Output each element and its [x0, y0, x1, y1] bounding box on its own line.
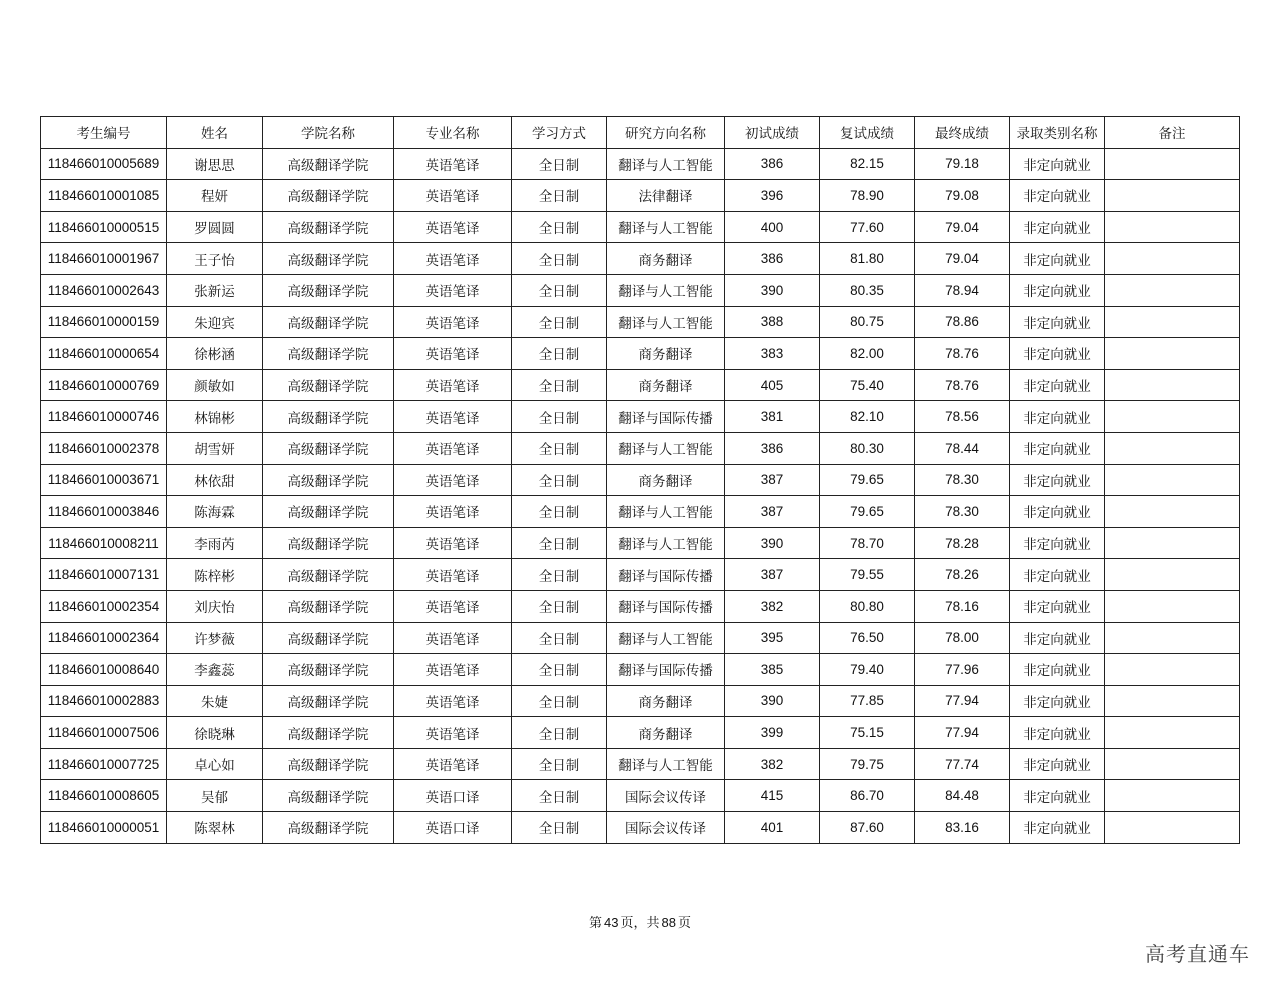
cell-retest-score: 79.75: [820, 748, 915, 780]
cell-name: 陈海霖: [167, 496, 263, 528]
cell-remarks: [1105, 464, 1240, 496]
cell-remarks: [1105, 717, 1240, 749]
cell-name: 吴郁: [167, 780, 263, 812]
current-page-number: 43: [604, 915, 619, 930]
table-row: [41, 622, 1240, 654]
cell-admission-category: 非定向就业: [1010, 622, 1105, 654]
cell-candidate-id: 118466010002378: [41, 432, 167, 464]
cell-name: 颜敏如: [167, 369, 263, 401]
cell-remarks: [1105, 180, 1240, 212]
cell-college: 高级翻译学院: [263, 432, 394, 464]
cell-remarks: [1105, 274, 1240, 306]
cell-study-mode: 全日制: [512, 685, 607, 717]
cell-name: 程妍: [167, 180, 263, 212]
cell-initial-score: 390: [725, 685, 820, 717]
cell-initial-score: 385: [725, 654, 820, 686]
cell-final-score: 79.18: [915, 148, 1010, 180]
table-row: [41, 432, 1240, 464]
cell-research-direction: 翻译与人工智能: [607, 274, 725, 306]
cell-research-direction: 商务翻译: [607, 464, 725, 496]
cell-research-direction: 国际会议传译: [607, 812, 725, 844]
cell-major: 英语笔译: [394, 401, 512, 433]
cell-retest-score: 79.65: [820, 496, 915, 528]
cell-research-direction: 商务翻译: [607, 243, 725, 275]
column-header-admission-category: 录取类别名称: [1010, 117, 1105, 149]
cell-major: 英语笔译: [394, 654, 512, 686]
cell-final-score: 78.00: [915, 622, 1010, 654]
cell-major: 英语笔译: [394, 527, 512, 559]
cell-retest-score: 86.70: [820, 780, 915, 812]
admission-table: [40, 116, 1240, 844]
cell-research-direction: 翻译与国际传播: [607, 654, 725, 686]
column-header-candidate-id: 考生编号: [41, 117, 167, 149]
cell-college: 高级翻译学院: [263, 717, 394, 749]
cell-study-mode: 全日制: [512, 590, 607, 622]
cell-initial-score: 381: [725, 401, 820, 433]
cell-candidate-id: 118466010007131: [41, 559, 167, 591]
column-header-study-mode: 学习方式: [512, 117, 607, 149]
table-row: [41, 748, 1240, 780]
cell-study-mode: 全日制: [512, 812, 607, 844]
cell-remarks: [1105, 748, 1240, 780]
cell-name: 徐彬涵: [167, 338, 263, 370]
cell-name: 张新运: [167, 274, 263, 306]
cell-research-direction: 翻译与国际传播: [607, 401, 725, 433]
cell-admission-category: 非定向就业: [1010, 243, 1105, 275]
cell-study-mode: 全日制: [512, 432, 607, 464]
cell-study-mode: 全日制: [512, 780, 607, 812]
cell-initial-score: 387: [725, 464, 820, 496]
cell-name: 李雨芮: [167, 527, 263, 559]
cell-study-mode: 全日制: [512, 306, 607, 338]
cell-initial-score: 387: [725, 559, 820, 591]
cell-study-mode: 全日制: [512, 559, 607, 591]
cell-major: 英语笔译: [394, 496, 512, 528]
cell-remarks: [1105, 685, 1240, 717]
cell-study-mode: 全日制: [512, 211, 607, 243]
cell-college: 高级翻译学院: [263, 812, 394, 844]
cell-candidate-id: 118466010003671: [41, 464, 167, 496]
cell-remarks: [1105, 243, 1240, 275]
cell-retest-score: 78.70: [820, 527, 915, 559]
cell-study-mode: 全日制: [512, 527, 607, 559]
cell-final-score: 79.08: [915, 180, 1010, 212]
cell-major: 英语笔译: [394, 559, 512, 591]
cell-research-direction: 商务翻译: [607, 338, 725, 370]
table-row: [41, 812, 1240, 844]
cell-retest-score: 87.60: [820, 812, 915, 844]
cell-research-direction: 翻译与人工智能: [607, 432, 725, 464]
cell-college: 高级翻译学院: [263, 243, 394, 275]
cell-remarks: [1105, 780, 1240, 812]
cell-initial-score: 386: [725, 243, 820, 275]
cell-initial-score: 405: [725, 369, 820, 401]
cell-retest-score: 75.40: [820, 369, 915, 401]
cell-college: 高级翻译学院: [263, 559, 394, 591]
cell-candidate-id: 118466010008605: [41, 780, 167, 812]
column-header-initial-score: 初试成绩: [725, 117, 820, 149]
cell-final-score: 78.26: [915, 559, 1010, 591]
cell-candidate-id: 118466010000515: [41, 211, 167, 243]
page-footer: [0, 912, 1280, 931]
cell-initial-score: 382: [725, 590, 820, 622]
cell-college: 高级翻译学院: [263, 211, 394, 243]
cell-candidate-id: 118466010007725: [41, 748, 167, 780]
column-header-research-direction: 研究方向名称: [607, 117, 725, 149]
cell-major: 英语笔译: [394, 464, 512, 496]
cell-name: 林锦彬: [167, 401, 263, 433]
cell-research-direction: 国际会议传译: [607, 780, 725, 812]
cell-name: 胡雪妍: [167, 432, 263, 464]
cell-admission-category: 非定向就业: [1010, 211, 1105, 243]
table-row: [41, 306, 1240, 338]
cell-candidate-id: 118466010000159: [41, 306, 167, 338]
cell-retest-score: 79.55: [820, 559, 915, 591]
cell-admission-category: 非定向就业: [1010, 306, 1105, 338]
cell-initial-score: 386: [725, 432, 820, 464]
cell-research-direction: 翻译与人工智能: [607, 622, 725, 654]
cell-final-score: 78.44: [915, 432, 1010, 464]
total-pages-number: 88: [661, 915, 676, 930]
cell-college: 高级翻译学院: [263, 401, 394, 433]
cell-name: 徐晓琳: [167, 717, 263, 749]
cell-college: 高级翻译学院: [263, 369, 394, 401]
footer-middle: 页，共: [620, 916, 660, 931]
cell-final-score: 78.16: [915, 590, 1010, 622]
cell-candidate-id: 118466010008640: [41, 654, 167, 686]
cell-initial-score: 383: [725, 338, 820, 370]
cell-major: 英语笔译: [394, 306, 512, 338]
cell-name: 林依甜: [167, 464, 263, 496]
cell-study-mode: 全日制: [512, 464, 607, 496]
cell-remarks: [1105, 369, 1240, 401]
cell-initial-score: 399: [725, 717, 820, 749]
cell-research-direction: 商务翻译: [607, 369, 725, 401]
cell-admission-category: 非定向就业: [1010, 148, 1105, 180]
cell-name: 许梦薇: [167, 622, 263, 654]
cell-retest-score: 81.80: [820, 243, 915, 275]
cell-candidate-id: 118466010007506: [41, 717, 167, 749]
cell-initial-score: 400: [725, 211, 820, 243]
cell-remarks: [1105, 622, 1240, 654]
cell-admission-category: 非定向就业: [1010, 369, 1105, 401]
cell-retest-score: 79.40: [820, 654, 915, 686]
cell-major: 英语笔译: [394, 148, 512, 180]
cell-major: 英语笔译: [394, 180, 512, 212]
cell-remarks: [1105, 527, 1240, 559]
table-row: [41, 369, 1240, 401]
cell-remarks: [1105, 148, 1240, 180]
table-row: [41, 559, 1240, 591]
cell-admission-category: 非定向就业: [1010, 780, 1105, 812]
cell-name: 王子怡: [167, 243, 263, 275]
cell-major: 英语笔译: [394, 243, 512, 275]
cell-college: 高级翻译学院: [263, 180, 394, 212]
cell-retest-score: 78.90: [820, 180, 915, 212]
cell-admission-category: 非定向就业: [1010, 180, 1105, 212]
cell-admission-category: 非定向就业: [1010, 654, 1105, 686]
table-row: [41, 180, 1240, 212]
cell-study-mode: 全日制: [512, 717, 607, 749]
cell-name: 李鑫蕊: [167, 654, 263, 686]
cell-candidate-id: 118466010002643: [41, 274, 167, 306]
column-header-retest-score: 复试成绩: [820, 117, 915, 149]
cell-name: 朱婕: [167, 685, 263, 717]
cell-initial-score: 386: [725, 148, 820, 180]
watermark-text: 高考直通车: [1145, 942, 1250, 966]
cell-name: 刘庆怡: [167, 590, 263, 622]
cell-retest-score: 80.30: [820, 432, 915, 464]
footer-suffix: 页: [677, 916, 691, 931]
cell-candidate-id: 118466010002364: [41, 622, 167, 654]
table-row: [41, 148, 1240, 180]
cell-retest-score: 76.50: [820, 622, 915, 654]
cell-college: 高级翻译学院: [263, 527, 394, 559]
cell-initial-score: 390: [725, 527, 820, 559]
cell-major: 英语笔译: [394, 211, 512, 243]
cell-college: 高级翻译学院: [263, 274, 394, 306]
cell-remarks: [1105, 306, 1240, 338]
cell-study-mode: 全日制: [512, 180, 607, 212]
cell-final-score: 84.48: [915, 780, 1010, 812]
cell-study-mode: 全日制: [512, 243, 607, 275]
cell-research-direction: 翻译与人工智能: [607, 748, 725, 780]
cell-retest-score: 80.35: [820, 274, 915, 306]
cell-remarks: [1105, 590, 1240, 622]
column-header-final-score: 最终成绩: [915, 117, 1010, 149]
cell-admission-category: 非定向就业: [1010, 338, 1105, 370]
table-row: [41, 717, 1240, 749]
cell-remarks: [1105, 654, 1240, 686]
cell-name: 朱迎宾: [167, 306, 263, 338]
cell-retest-score: 82.10: [820, 401, 915, 433]
cell-college: 高级翻译学院: [263, 590, 394, 622]
cell-initial-score: 387: [725, 496, 820, 528]
cell-research-direction: 翻译与人工智能: [607, 211, 725, 243]
column-header-major: 专业名称: [394, 117, 512, 149]
cell-admission-category: 非定向就业: [1010, 748, 1105, 780]
cell-study-mode: 全日制: [512, 748, 607, 780]
cell-research-direction: 翻译与国际传播: [607, 590, 725, 622]
cell-retest-score: 79.65: [820, 464, 915, 496]
table-row: [41, 654, 1240, 686]
cell-research-direction: 翻译与人工智能: [607, 527, 725, 559]
cell-major: 英语口译: [394, 812, 512, 844]
cell-research-direction: 翻译与国际传播: [607, 559, 725, 591]
cell-remarks: [1105, 559, 1240, 591]
table-row: [41, 590, 1240, 622]
cell-study-mode: 全日制: [512, 496, 607, 528]
cell-remarks: [1105, 211, 1240, 243]
cell-final-score: 77.94: [915, 717, 1010, 749]
cell-major: 英语笔译: [394, 338, 512, 370]
cell-study-mode: 全日制: [512, 401, 607, 433]
cell-major: 英语笔译: [394, 369, 512, 401]
column-header-college: 学院名称: [263, 117, 394, 149]
table-row: [41, 401, 1240, 433]
cell-name: 谢思思: [167, 148, 263, 180]
cell-major: 英语笔译: [394, 748, 512, 780]
cell-retest-score: 77.60: [820, 211, 915, 243]
cell-admission-category: 非定向就业: [1010, 432, 1105, 464]
cell-remarks: [1105, 401, 1240, 433]
cell-candidate-id: 118466010000051: [41, 812, 167, 844]
cell-candidate-id: 118466010002883: [41, 685, 167, 717]
cell-final-score: 78.94: [915, 274, 1010, 306]
table-row: [41, 211, 1240, 243]
cell-initial-score: 382: [725, 748, 820, 780]
cell-remarks: [1105, 812, 1240, 844]
cell-research-direction: 翻译与人工智能: [607, 496, 725, 528]
cell-major: 英语笔译: [394, 274, 512, 306]
cell-major: 英语口译: [394, 780, 512, 812]
cell-retest-score: 75.15: [820, 717, 915, 749]
cell-candidate-id: 118466010000769: [41, 369, 167, 401]
cell-initial-score: 396: [725, 180, 820, 212]
cell-candidate-id: 118466010003846: [41, 496, 167, 528]
cell-college: 高级翻译学院: [263, 748, 394, 780]
cell-initial-score: 395: [725, 622, 820, 654]
cell-research-direction: 商务翻译: [607, 717, 725, 749]
cell-study-mode: 全日制: [512, 274, 607, 306]
cell-candidate-id: 118466010008211: [41, 527, 167, 559]
table-row: [41, 527, 1240, 559]
cell-study-mode: 全日制: [512, 148, 607, 180]
cell-candidate-id: 118466010000746: [41, 401, 167, 433]
table-row: [41, 496, 1240, 528]
cell-final-score: 78.76: [915, 369, 1010, 401]
cell-final-score: 83.16: [915, 812, 1010, 844]
cell-initial-score: 390: [725, 274, 820, 306]
cell-initial-score: 388: [725, 306, 820, 338]
table-body: [41, 148, 1240, 843]
cell-study-mode: 全日制: [512, 338, 607, 370]
cell-name: 陈梓彬: [167, 559, 263, 591]
cell-admission-category: 非定向就业: [1010, 685, 1105, 717]
cell-major: 英语笔译: [394, 590, 512, 622]
table-row: [41, 685, 1240, 717]
cell-initial-score: 415: [725, 780, 820, 812]
cell-retest-score: 82.00: [820, 338, 915, 370]
cell-candidate-id: 118466010002354: [41, 590, 167, 622]
cell-initial-score: 401: [725, 812, 820, 844]
cell-retest-score: 80.80: [820, 590, 915, 622]
cell-college: 高级翻译学院: [263, 148, 394, 180]
cell-study-mode: 全日制: [512, 369, 607, 401]
cell-retest-score: 77.85: [820, 685, 915, 717]
cell-final-score: 79.04: [915, 243, 1010, 275]
cell-college: 高级翻译学院: [263, 780, 394, 812]
cell-final-score: 78.56: [915, 401, 1010, 433]
cell-research-direction: 法律翻译: [607, 180, 725, 212]
cell-college: 高级翻译学院: [263, 654, 394, 686]
cell-college: 高级翻译学院: [263, 464, 394, 496]
cell-retest-score: 82.15: [820, 148, 915, 180]
cell-name: 罗圆圆: [167, 211, 263, 243]
cell-name: 陈翠林: [167, 812, 263, 844]
cell-admission-category: 非定向就业: [1010, 590, 1105, 622]
cell-remarks: [1105, 432, 1240, 464]
cell-major: 英语笔译: [394, 685, 512, 717]
cell-final-score: 78.30: [915, 464, 1010, 496]
cell-admission-category: 非定向就业: [1010, 717, 1105, 749]
table-row: [41, 274, 1240, 306]
cell-candidate-id: 118466010005689: [41, 148, 167, 180]
cell-college: 高级翻译学院: [263, 622, 394, 654]
column-header-name: 姓名: [167, 117, 263, 149]
footer-prefix: 第: [589, 916, 603, 931]
cell-final-score: 78.30: [915, 496, 1010, 528]
cell-final-score: 79.04: [915, 211, 1010, 243]
cell-final-score: 77.94: [915, 685, 1010, 717]
cell-major: 英语笔译: [394, 622, 512, 654]
cell-study-mode: 全日制: [512, 654, 607, 686]
table-header-row: [41, 117, 1240, 149]
cell-candidate-id: 118466010001967: [41, 243, 167, 275]
cell-final-score: 78.86: [915, 306, 1010, 338]
cell-college: 高级翻译学院: [263, 338, 394, 370]
cell-admission-category: 非定向就业: [1010, 812, 1105, 844]
cell-final-score: 77.74: [915, 748, 1010, 780]
cell-college: 高级翻译学院: [263, 496, 394, 528]
cell-name: 卓心如: [167, 748, 263, 780]
cell-candidate-id: 118466010001085: [41, 180, 167, 212]
table-row: [41, 464, 1240, 496]
cell-candidate-id: 118466010000654: [41, 338, 167, 370]
table-row: [41, 780, 1240, 812]
cell-admission-category: 非定向就业: [1010, 496, 1105, 528]
cell-study-mode: 全日制: [512, 622, 607, 654]
cell-research-direction: 商务翻译: [607, 685, 725, 717]
cell-college: 高级翻译学院: [263, 685, 394, 717]
cell-college: 高级翻译学院: [263, 306, 394, 338]
cell-admission-category: 非定向就业: [1010, 527, 1105, 559]
cell-major: 英语笔译: [394, 432, 512, 464]
cell-final-score: 78.28: [915, 527, 1010, 559]
cell-retest-score: 80.75: [820, 306, 915, 338]
column-header-remarks: 备注: [1105, 117, 1240, 149]
cell-remarks: [1105, 496, 1240, 528]
cell-remarks: [1105, 338, 1240, 370]
cell-admission-category: 非定向就业: [1010, 464, 1105, 496]
cell-admission-category: 非定向就业: [1010, 559, 1105, 591]
cell-final-score: 77.96: [915, 654, 1010, 686]
cell-admission-category: 非定向就业: [1010, 274, 1105, 306]
table-row: [41, 243, 1240, 275]
table-row: [41, 338, 1240, 370]
cell-final-score: 78.76: [915, 338, 1010, 370]
cell-major: 英语笔译: [394, 717, 512, 749]
cell-research-direction: 翻译与人工智能: [607, 148, 725, 180]
cell-admission-category: 非定向就业: [1010, 401, 1105, 433]
cell-research-direction: 翻译与人工智能: [607, 306, 725, 338]
